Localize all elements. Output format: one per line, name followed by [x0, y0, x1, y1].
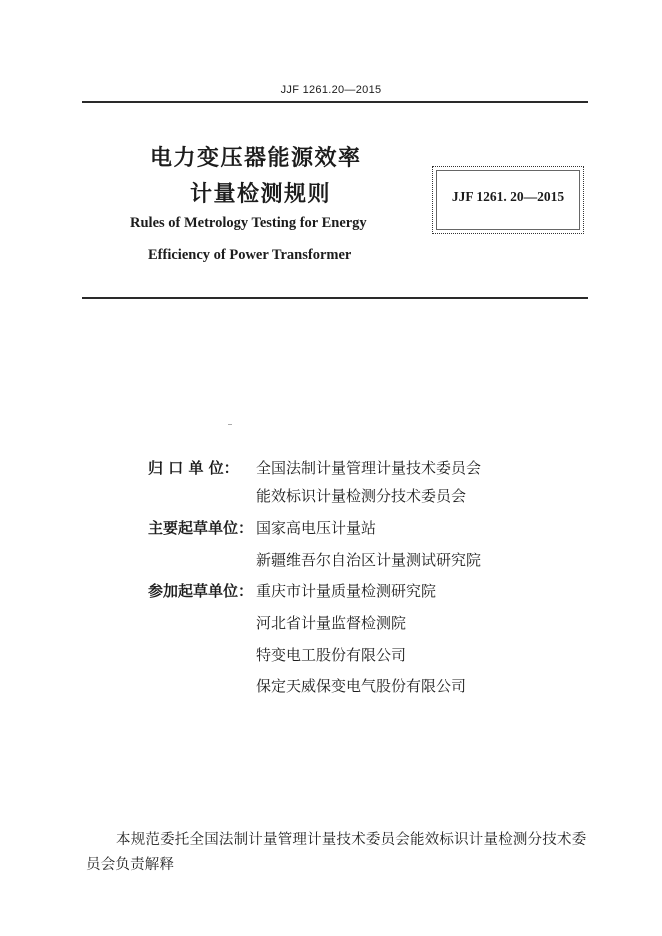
participating-unit-row	[148, 581, 436, 601]
top-rule	[82, 101, 588, 103]
responsible-unit-row	[148, 458, 481, 478]
participating-unit-value-1: 重庆市计量质量检测研究院	[256, 582, 437, 600]
responsible-unit-value-1: 全国法制计量管理计量技术委员会	[256, 459, 482, 477]
responsible-unit-value-2: 能效标识计量检测分技术委员会	[256, 487, 467, 505]
title-en-line1: Rules of Metrology Testing for Energy	[130, 215, 367, 231]
participating-unit-value-2: 河北省计量监督检测院	[256, 614, 407, 632]
main-drafting-unit-value-2: 新疆维吾尔自治区计量测试研究院	[256, 551, 482, 569]
participating-unit-value-4: 保定天威保变电气股份有限公司	[256, 677, 467, 695]
responsible-unit-label: 归 口 单 位：	[148, 459, 239, 477]
scan-speck	[228, 424, 232, 425]
title-en-line2: Efficiency of Power Transformer	[148, 247, 352, 263]
standard-code-box-text: JJF 1261. 20—2015	[451, 189, 565, 204]
interpretation-note: 本规范委托全国法制计量管理计量技术委员会能效标识计量检测分技术委员会负责解释	[86, 832, 587, 873]
participating-unit-label: 参加起草单位：	[148, 582, 254, 600]
standard-code-header: JJF 1261.20—2015	[280, 84, 382, 96]
main-drafting-unit-value-1: 国家高电压计量站	[256, 519, 377, 537]
standard-code-box	[432, 166, 584, 234]
main-drafting-unit-row	[148, 518, 376, 538]
title-cn-line2: 计量检测规则	[190, 182, 332, 207]
participating-unit-value-3: 特变电工股份有限公司	[256, 646, 407, 664]
main-drafting-unit-label: 主要起草单位：	[148, 519, 254, 537]
title-cn-line1: 电力变压器能源效率	[150, 146, 362, 171]
bottom-rule	[82, 297, 588, 299]
